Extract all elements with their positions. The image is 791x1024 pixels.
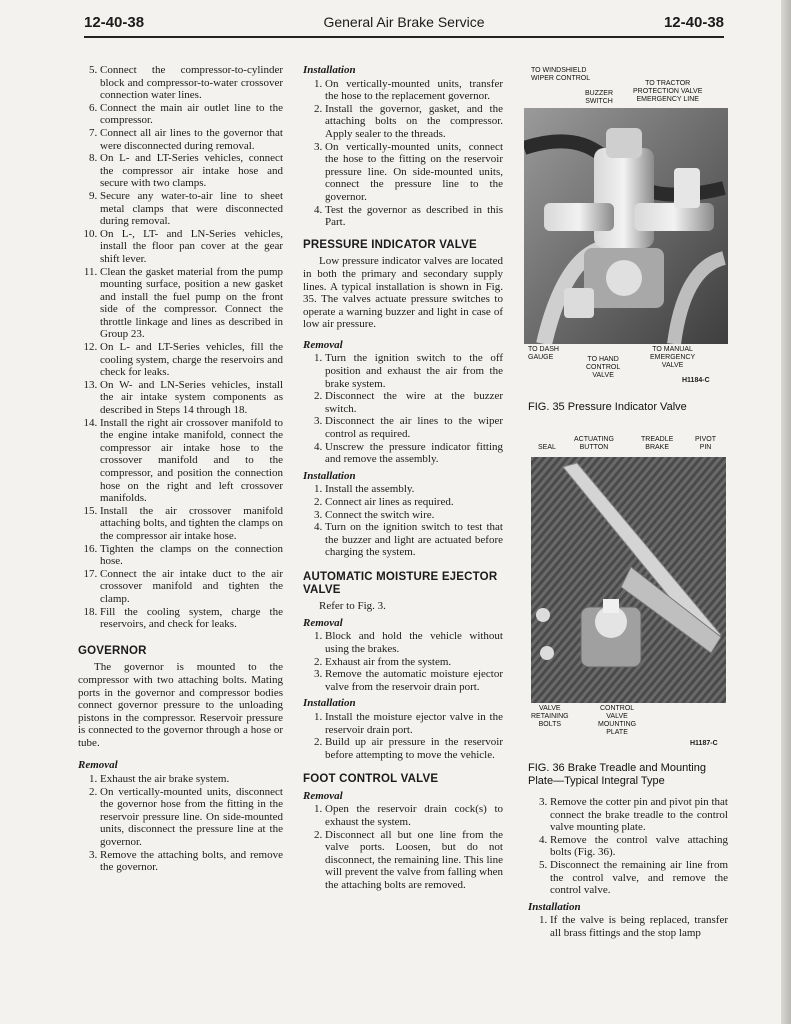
- column-2: [303, 64, 503, 892]
- piv-removal-steps: [303, 352, 503, 465]
- governor-paragraph: The governor is mounted to the compressor with two attaching bolts. Mating ports in the governor and compressor bodies connect governor pressure to the unloading pistons in the compressor. Reservoir pressure is connected to the governor through a hose or tube.: [78, 661, 283, 749]
- step-item: 1. Install the assembly.: [325, 483, 503, 496]
- step-item: 1. If the valve is being replaced, transfer all brass fittings and the stop lamp: [550, 914, 728, 939]
- step-item: 16. Tighten the clamps on the connection hose.: [100, 543, 283, 568]
- label-treadle-brake: TREADLE BRAKE: [641, 436, 674, 451]
- figure-36-caption: FIG. 36 Brake Treadle and Mounting Plate—Typical Integral Type: [528, 762, 706, 787]
- page-spine-shadow: [781, 0, 791, 1024]
- label-seal: SEAL: [538, 444, 556, 451]
- step-item: 1. Block and hold the vehicle without using the brakes.: [325, 630, 503, 655]
- governor-removal-heading: Removal: [78, 759, 118, 772]
- step-item: 1. Install the moisture ejector valve in the reservoir drain port.: [325, 711, 503, 736]
- ame-removal-steps: [303, 630, 503, 693]
- step-item: 14. Install the right air crossover manifold to the engine intake manifold, connect the compressor air intake hose to the crossover manifold and to the compressor, and position the connection hose on the right and left crossover manifolds.: [100, 417, 283, 505]
- pressure-indicator-heading: PRESSURE INDICATOR VALVE: [303, 238, 477, 251]
- step-item: 2. Disconnect all but one line from the valve ports. Loosen, but do not disconnect, the remaining line. This line will prevent the valve from falling when the attaching bolts are removed.: [325, 829, 503, 892]
- governor-removal-steps: [78, 773, 283, 874]
- piv-install-steps: [303, 483, 503, 559]
- step-item: 9. Secure any water-to-air line to sheet metal clamps that were disconnected during removal.: [100, 190, 283, 228]
- treadle-photo-illustration: [531, 457, 726, 703]
- governor-heading: GOVERNOR: [78, 644, 147, 657]
- figure-code: H1187-C: [690, 740, 718, 747]
- step-item: 17. Connect the air intake duct to the air crossover manifold and tighten the clamp.: [100, 568, 283, 606]
- step-item: 4. Remove the control valve attaching bolts (Fig. 36).: [550, 834, 728, 859]
- step-item: 3. On vertically-mounted units, connect the hose to the fitting on the reservoir pressure line. On side-mounted units, connect the pressure line to the governor.: [325, 141, 503, 204]
- page-number-left: 12-40-38: [84, 14, 145, 31]
- compressor-install-steps: [78, 64, 283, 631]
- foot-control-valve-heading: FOOT CONTROL VALVE: [303, 773, 439, 786]
- step-item: 5. Connect the compressor-to-cylinder block and compressor-to-water crossover connection water lines.: [100, 64, 283, 102]
- governor-install-heading: Installation: [303, 64, 356, 76]
- ame-removal-heading: Removal: [303, 616, 343, 629]
- step-item: 2. Disconnect the wire at the buzzer switch.: [325, 390, 503, 415]
- label-control-valve-plate: CONTROL VALVE MOUNTING PLATE: [598, 705, 637, 736]
- label-windshield-wiper: TO WINDSHIELD WIPER CONTROL: [531, 67, 591, 82]
- fcv-install-heading: Installation: [528, 900, 581, 913]
- label-dash-gauge: TO DASH GAUGE: [528, 346, 559, 361]
- step-item: 1. Turn the ignition switch to the off position and exhaust the air from the brake system.: [325, 352, 503, 390]
- page-number-right: 12-40-38: [663, 14, 724, 31]
- column-3: [528, 796, 728, 940]
- page-header: [84, 14, 724, 38]
- step-item: 2. Build up air pressure in the reservoir before attempting to move the vehicle.: [325, 736, 503, 761]
- step-item: 1. On vertically-mounted units, transfer the hose to the replacement governor.: [325, 78, 503, 103]
- step-item: 4. Unscrew the pressure indicator fitting and remove the assembly.: [325, 441, 503, 466]
- label-pivot-pin: PIVOT PIN: [695, 436, 717, 451]
- step-item: 13. On W- and LN-Series vehicles, install the air intake system components as described in Steps 14 through 18.: [100, 379, 283, 417]
- step-item: 3. Remove the attaching bolts, and remove the governor.: [100, 849, 283, 874]
- step-item: 3. Connect the switch wire.: [325, 509, 503, 522]
- step-item: 6. Connect the main air outlet line to the compressor.: [100, 102, 283, 127]
- step-item: 1. Open the reservoir drain cock(s) to exhaust the system.: [325, 803, 503, 828]
- step-item: 4. Test the governor as described in this Part.: [325, 204, 503, 229]
- figure-code: H1184-C: [682, 377, 710, 384]
- step-item: 3. Remove the cotter pin and pivot pin that connect the brake treadle to the control valve mounting plate.: [550, 796, 728, 834]
- step-item: 5. Disconnect the remaining air line from the control valve, and remove the control valve.: [550, 859, 728, 897]
- moisture-ejector-heading: AUTOMATIC MOISTURE EJECTOR VALVE: [303, 570, 498, 596]
- step-item: 15. Install the air crossover manifold attaching bolts, and tighten the clamps on the compressor air intake hose.: [100, 505, 283, 543]
- step-item: 10. On L-, LT- and LN-Series vehicles, install the floor pan cover at the gear shift lever.: [100, 228, 283, 266]
- label-valve-retaining-bolts: VALVE RETAINING BOLTS: [531, 705, 569, 728]
- fcv-removal-heading: Removal: [303, 789, 343, 802]
- fcv-install-steps: [528, 914, 728, 939]
- label-tractor-protection: TO TRACTOR PROTECTION VALVE EMERGENCY LINE: [633, 80, 703, 103]
- piv-removal-heading: Removal: [303, 338, 343, 351]
- label-hand-control: TO HAND CONTROL VALVE: [586, 356, 621, 379]
- label-buzzer-switch: BUZZER SWITCH: [585, 90, 613, 105]
- fcv-removal-steps-continued: [528, 796, 728, 897]
- step-item: 2. On vertically-mounted units, disconnect the governor hose from the fitting in the reservoir pressure line. On side-mounted units, disconnect the pressure line at the governor.: [100, 786, 283, 849]
- step-item: 2. Connect air lines as required.: [325, 496, 503, 509]
- brake-treadle-photo: [531, 457, 726, 703]
- label-manual-emergency: TO MANUAL EMERGENCY VALVE: [650, 346, 696, 369]
- figure-35-caption: FIG. 35 Pressure Indicator Valve: [528, 401, 687, 413]
- step-item: 12. On L- and LT-Series vehicles, fill the cooling system, charge the reservoirs and check for leaks.: [100, 341, 283, 379]
- step-item: 3. Disconnect the air lines to the wiper control as required.: [325, 415, 503, 440]
- step-item: 4. Turn on the ignition switch to test that the buzzer and light are actuated before charging the system.: [325, 521, 503, 559]
- step-item: 8. On L- and LT-Series vehicles, connect the compressor air intake hose and secure with two clamps.: [100, 152, 283, 190]
- step-item: 7. Connect all air lines to the governor that were disconnected during removal.: [100, 127, 283, 152]
- step-item: 2. Exhaust air from the system.: [325, 656, 503, 669]
- ame-install-steps: [303, 711, 503, 761]
- moisture-ejector-reference: Refer to Fig. 3.: [319, 600, 386, 613]
- section-title: General Air Brake Service: [323, 14, 485, 30]
- step-item: 18. Fill the cooling system, charge the reservoirs, and check for leaks.: [100, 606, 283, 631]
- valve-photo-illustration: [524, 108, 728, 344]
- governor-install-steps: [303, 78, 503, 229]
- step-item: 3. Remove the automatic moisture ejector valve from the reservoir drain port.: [325, 668, 503, 693]
- pressure-indicator-valve-photo: [524, 108, 728, 344]
- piv-install-heading: Installation: [303, 469, 356, 482]
- pressure-indicator-paragraph: Low pressure indicator valves are located in both the primary and secondary supply lines. A typical installation is shown in Fig. 35. The valves actuate pressure switches to operate a warning buzzer and light in case of low air pressure.: [303, 255, 503, 331]
- step-item: 11. Clean the gasket material from the pump mounting surface, position a new gasket and install the fuel pump on the front side of the compressor. Connect the throttle linkage and lines as described in Group 23.: [100, 266, 283, 342]
- step-item: 1. Exhaust the air brake system.: [100, 773, 283, 786]
- column-1: [78, 64, 283, 874]
- step-item: 2. Install the governor, gasket, and the attaching bolts on the compressor. Apply sealer to the threads.: [325, 103, 503, 141]
- fcv-removal-steps: [303, 803, 503, 891]
- label-actuating-button: ACTUATING BUTTON: [574, 436, 614, 451]
- ame-install-heading: Installation: [303, 697, 356, 710]
